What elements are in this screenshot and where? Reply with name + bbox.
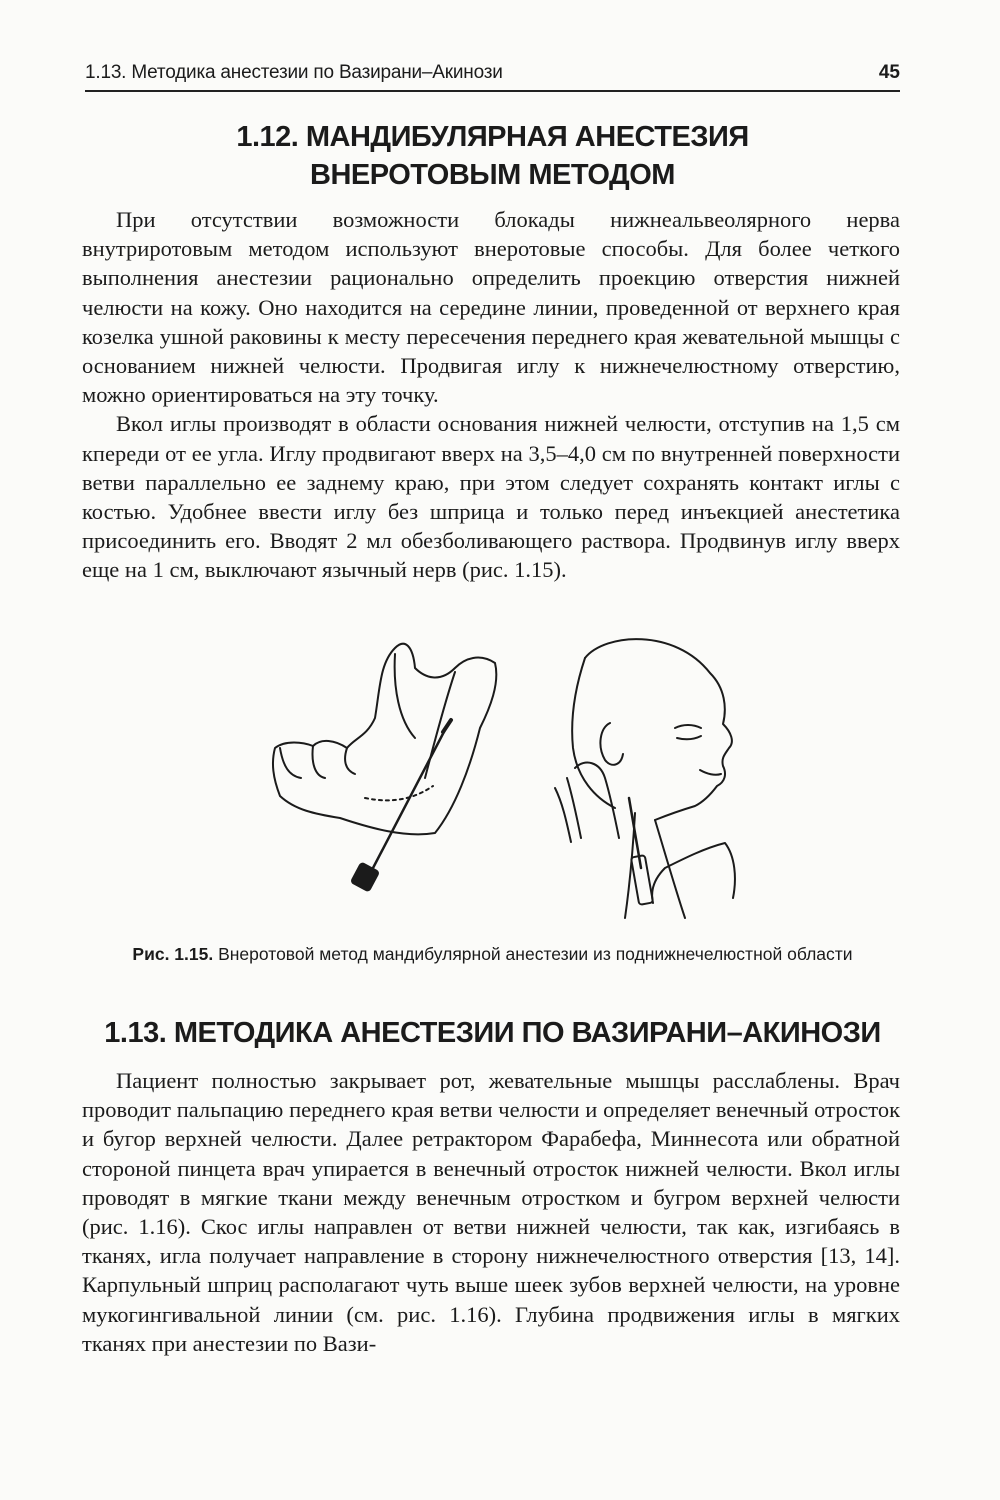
needle-drawing bbox=[373, 720, 451, 868]
head-profile-drawing bbox=[572, 639, 732, 918]
figure-illustration bbox=[255, 628, 755, 928]
running-header bbox=[85, 58, 900, 92]
paragraph: Вкол иглы производят в области основания нижней челюсти, отступив на 1,5 см кпереди от ее угла. Иглу продвигают вверх на 3,5–4,0 см по внутренней поверхности ветви параллельно ее заднему краю, при этом следует сохранять контакт иглы с костью. Удобнее ввести иглу без шприца и только перед инъекцией анестетика присоединить его. Вводят 2 мл обезболивающего раствора. Продвинув иглу вверх еще на 1 см, выключают язычный нерв (рис. 1.15). bbox=[82, 411, 900, 583]
mandible-drawing bbox=[273, 644, 496, 835]
caption-text: Внеротовой метод мандибулярной анестезии из поднижнечелюстной области bbox=[218, 944, 853, 964]
hand-drawing bbox=[555, 763, 735, 903]
caption-label: Рис. 1.15. bbox=[132, 944, 214, 964]
section-heading-1-12 bbox=[85, 118, 900, 194]
paragraph: Пациент полностью закрывает рот, жевательные мышцы расслаблены. Врач проводит пальпацию переднего края ветви челюсти и определяет венечный отросток и бугор верхней челюсти. Далее ретрактором Фарабефа, Миннесота или обратной стороной пинцета врач упирается в венечный отросток нижней челюсти. Вкол иглы проводят в мягкие ткани между венечным отростком и бугром верхней челюсти (рис. 1.16). Скос иглы направлен от ветви нижней челюсти, так как, изгибаясь в тканях, игла получает направление в сторону нижнечелюстного отверстия [13, 14]. Карпульный шприц располагают чуть выше шеек зубов верхней челюсти, на уровне мукогингивальной линии (см. рис. 1.16). Глубина продвижения иглы в мягких тканях при анестезии по Вази- bbox=[82, 1068, 900, 1356]
figure-caption bbox=[85, 944, 900, 965]
heading-line-2: ВНЕРОТОВЫМ МЕТОДОМ bbox=[310, 159, 675, 191]
section-1-body bbox=[82, 205, 900, 585]
paragraph: При отсутствии возможности блокады нижнеальвеолярного нерва внутриротовым методом используют внеротовые способы. Для более четкого выполнения анестезии рационально определить проекцию отверстия нижней челюсти на кожу. Оно находится на середине линии, проведенной от верхнего края козелка ушной раковины к месту пересечения переднего края жевательной мышцы с основанием нижней челюсти. Продвигая иглу к нижнечелюстному отверстию, можно ориентироваться на эту точку. bbox=[82, 207, 900, 408]
figure-1-15 bbox=[255, 628, 755, 928]
running-title: 1.13. Методика анестезии по Вазирани–Акинози bbox=[85, 62, 503, 83]
page-number: 45 bbox=[878, 62, 900, 83]
heading-line-1: 1.12. МАНДИБУЛЯРНАЯ АНЕСТЕЗИЯ bbox=[236, 121, 749, 153]
section-heading-1-13: 1.13. МЕТОДИКА АНЕСТЕЗИИ ПО ВАЗИРАНИ–АКИНОЗИ bbox=[104, 1017, 881, 1049]
section-2-body bbox=[82, 1066, 900, 1358]
